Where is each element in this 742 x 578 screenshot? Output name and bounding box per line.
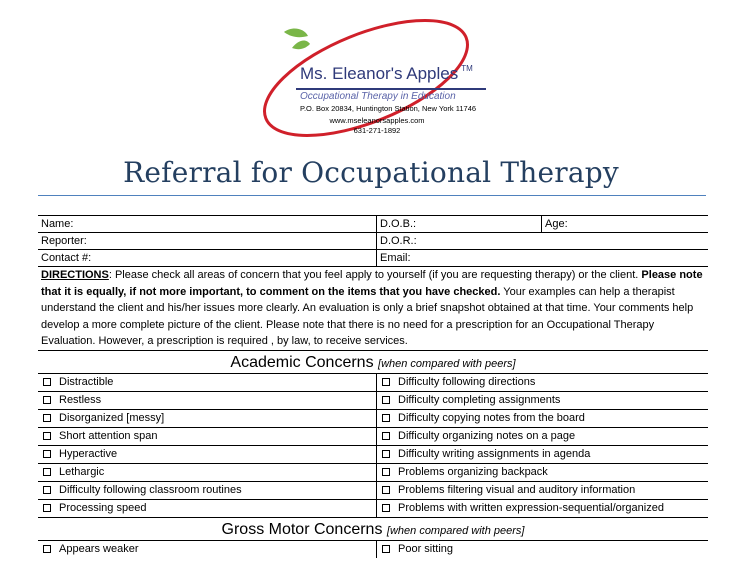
checkbox[interactable] <box>43 450 51 458</box>
checklist-row <box>38 500 708 517</box>
checklist-item[interactable] <box>38 446 377 463</box>
checkbox[interactable] <box>382 378 390 386</box>
checkbox[interactable] <box>382 504 390 512</box>
checklist-item[interactable] <box>377 541 708 558</box>
checklist-item-label: Problems with written expression-sequential/organized <box>398 502 664 515</box>
checklist-item-label: Difficulty completing assignments <box>398 394 561 407</box>
checklist-item[interactable] <box>377 392 708 409</box>
directions-bold-note: Please note that it is equally, if not more important, to comment on the items that you have checked. <box>41 269 703 298</box>
directions-heading: DIRECTIONS <box>41 269 109 281</box>
checklist-item-label: Problems filtering visual and auditory information <box>398 484 636 497</box>
checklist-item-label: Disorganized [messy] <box>59 412 165 425</box>
checklist-row <box>38 410 708 428</box>
gross-motor-concerns-heading: Gross Motor Concerns [when compared with peers] <box>38 517 708 540</box>
checklist-item[interactable] <box>38 428 377 445</box>
checkbox[interactable] <box>382 432 390 440</box>
brand-underline <box>296 88 486 90</box>
checklist-item-label: Hyperactive <box>59 448 118 461</box>
academic-concerns-heading: Academic Concerns [when compared with peers] <box>38 350 708 373</box>
checklist-row <box>38 482 708 500</box>
checklist-row <box>38 446 708 464</box>
checkbox[interactable] <box>43 545 51 553</box>
website: www.mseleanorsapples.com <box>329 116 425 125</box>
checklist-item[interactable] <box>38 500 377 517</box>
checklist-item[interactable] <box>38 541 377 558</box>
checkbox[interactable] <box>43 468 51 476</box>
checklist-item-label: Difficulty following classroom routines <box>59 484 242 497</box>
checklist-item[interactable] <box>377 410 708 427</box>
checklist-item[interactable] <box>377 374 708 391</box>
page-title: Referral for Occupational Therapy <box>123 156 619 189</box>
brand-tagline: Occupational Therapy in Education <box>300 91 456 102</box>
checklist-item-label: Difficulty following directions <box>398 376 536 389</box>
checklist-row <box>38 428 708 446</box>
checklist-item[interactable] <box>38 392 377 409</box>
form-row-reporter <box>38 232 708 249</box>
referral-form <box>38 215 708 558</box>
email-field[interactable]: Email: <box>380 252 411 264</box>
directions-body: Your examples can help a therapist understand the client and his/her issues more clearly. An evaluation is only a brief snapshot obtained at that time. Your comments help develop a more complete picture of the client. Please note that there is no need for a prescription for an Occupational Therapy Evaluation. However, a prescription is required , by law, to receive services. <box>41 285 694 348</box>
checklist-item[interactable] <box>38 482 377 499</box>
logo <box>248 18 508 140</box>
checkbox[interactable] <box>382 396 390 404</box>
checkbox[interactable] <box>43 432 51 440</box>
checklist-row <box>38 541 708 558</box>
checklist-item[interactable] <box>38 374 377 391</box>
checkbox[interactable] <box>382 486 390 494</box>
dob-field[interactable]: D.O.B.: <box>377 216 542 232</box>
directions-text <box>38 266 708 350</box>
checkbox[interactable] <box>382 468 390 476</box>
title-divider <box>38 195 706 196</box>
checklist-item-label: Distractible <box>59 376 114 389</box>
checkbox[interactable] <box>382 414 390 422</box>
checklist-item-label: Difficulty writing assignments in agenda <box>398 448 591 461</box>
checkbox[interactable] <box>43 504 51 512</box>
brand-name: Ms. Eleanor's Apples ™ <box>300 64 473 83</box>
checklist-item[interactable] <box>38 464 377 481</box>
checkbox[interactable] <box>43 378 51 386</box>
checklist-item-label: Short attention span <box>59 430 158 443</box>
contact-field[interactable]: Contact #: <box>38 250 377 266</box>
checklist-row <box>38 464 708 482</box>
gross-motor-concerns-grid <box>38 540 708 558</box>
checkbox[interactable] <box>43 414 51 422</box>
checklist-item-label: Processing speed <box>59 502 147 515</box>
form-row-contact <box>38 249 708 266</box>
checklist-row <box>38 392 708 410</box>
dor-field[interactable]: D.O.R.: <box>380 235 417 247</box>
checklist-item-label: Difficulty copying notes from the board <box>398 412 585 425</box>
checklist-item-label: Difficulty organizing notes on a page <box>398 430 576 443</box>
form-row-name <box>38 215 708 232</box>
age-field[interactable]: Age: <box>545 218 568 230</box>
phone: 631-271-1892 <box>353 126 401 135</box>
checklist-item[interactable] <box>377 482 708 499</box>
checkbox[interactable] <box>382 545 390 553</box>
checkbox[interactable] <box>43 396 51 404</box>
checklist-item-label: Lethargic <box>59 466 105 479</box>
checkbox[interactable] <box>43 486 51 494</box>
reporter-field[interactable]: Reporter: <box>38 233 377 249</box>
checklist-item-label: Restless <box>59 394 102 407</box>
checklist-item[interactable] <box>38 410 377 427</box>
checkbox[interactable] <box>382 450 390 458</box>
checklist-item-label: Problems organizing backpack <box>398 466 548 479</box>
directions-intro: : Please check all areas of concern that you feel apply to yourself (if you are requesting therapy) or the client. <box>108 269 642 281</box>
checklist-item[interactable] <box>377 500 708 517</box>
checklist-item[interactable] <box>377 464 708 481</box>
checklist-item-label: Appears weaker <box>59 543 139 556</box>
checklist-row <box>38 374 708 392</box>
checklist-item[interactable] <box>377 428 708 445</box>
checklist-item[interactable] <box>377 446 708 463</box>
address: P.O. Box 20834, Huntington Station, New York 11746 <box>299 104 477 113</box>
checklist-item-label: Poor sitting <box>398 543 454 556</box>
name-field[interactable]: Name: <box>38 216 377 232</box>
academic-concerns-grid <box>38 373 708 517</box>
